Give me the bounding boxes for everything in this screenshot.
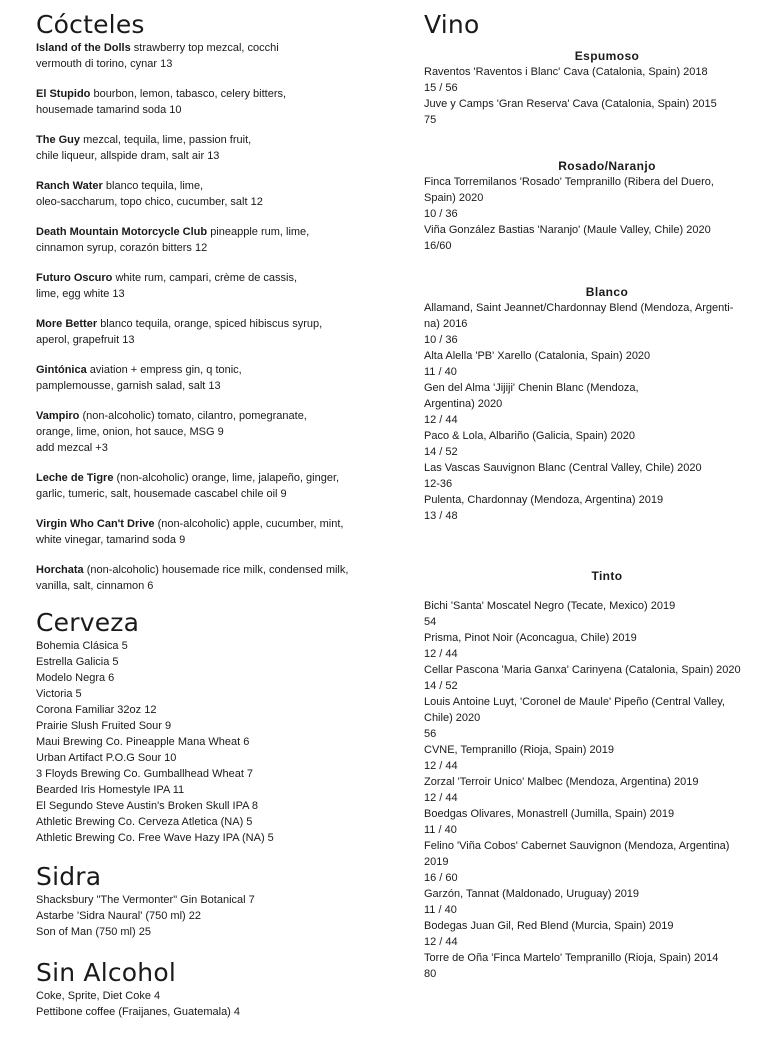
wine-line: 14 / 52 <box>424 446 458 458</box>
cocktail-description: strawberry top mezcal, cocchi <box>133 42 279 54</box>
cocktail-name: Virgin Who Can't Drive <box>36 518 155 530</box>
cocktail-addon: add mezcal +3 <box>36 442 108 454</box>
cocktail-name: Gintónica <box>36 364 87 376</box>
wine-line: 12-36 <box>424 478 453 490</box>
wine-line: Louis Antoine Luyt, 'Coronel de Maule' Pipeño (Central Valley, <box>424 696 725 708</box>
beer-item: Prairie Slush Fruited Sour 9 <box>36 720 172 732</box>
cocktail-description: white rum, campari, crème de cassis, <box>115 272 298 284</box>
cocktail-name: Vampiro <box>36 410 80 422</box>
beer-item: Athletic Brewing Co. Cerveza Atletica (NA) 5 <box>36 816 253 828</box>
wine-line: Bodegas Juan Gil, Red Blend (Murcia, Spain) 2019 <box>424 920 674 932</box>
cider-item: Shacksbury "The Vermonter" Gin Botanical 7 <box>36 894 255 906</box>
wine-line: Paco & Lola, Albariño (Galicia, Spain) 2020 <box>424 430 635 442</box>
cocktail-line <box>36 132 386 148</box>
rosado-heading: Rosado/Naranjo <box>558 159 656 173</box>
wine-line: Viña González Bastias 'Naranjo' (Maule Valley, Chile) 2020 <box>424 224 711 236</box>
soft-drink-item: Coke, Sprite, Diet Coke 4 <box>36 990 161 1002</box>
wine-line: Felino 'Viña Cobos' Cabernet Sauvignon (Mendoza, Argentina) <box>424 840 730 852</box>
beer-item: Athletic Brewing Co. Free Wave Hazy IPA (NA) 5 <box>36 832 274 844</box>
cocktail-description: blanco tequila, orange, spiced hibiscus syrup, <box>100 318 323 330</box>
wine-line: Torre de Oña 'Finca Martelo' Tempranillo (Rioja, Spain) 2014 <box>424 952 719 964</box>
beer-item: Corona Familiar 32oz 12 <box>36 704 157 716</box>
wine-line: Cellar Pascona 'Maria Ganxa' Carinyena (Catalonia, Spain) 2020 <box>424 664 741 676</box>
cocktail-name: The Guy <box>36 134 81 146</box>
cerveza-heading: Cerveza <box>36 608 140 637</box>
sidra-heading: Sidra <box>36 862 102 891</box>
wine-line: Finca Torremilanos 'Rosado' Tempranillo (Ribera del Duero, <box>424 176 714 188</box>
blanco-heading: Blanco <box>585 285 629 299</box>
cocktail-description: (non-alcoholic) apple, cucumber, mint, <box>157 518 344 530</box>
beer-item: Estrella Galicia 5 <box>36 656 119 668</box>
cocktail-name: Leche de Tigre <box>36 472 114 484</box>
cocktail-name: Futuro Oscuro <box>36 272 113 284</box>
cocktail-item <box>36 362 386 394</box>
tinto-heading: Tinto <box>591 569 623 583</box>
cerveza-list <box>36 638 386 846</box>
cocktail-name: El Stupido <box>36 88 91 100</box>
cocktail-description: mezcal, tequila, lime, passion fruit, <box>83 134 252 146</box>
wine-line: Garzón, Tannat (Maldonado, Uruguay) 2019 <box>424 888 640 900</box>
tinto-list <box>424 598 760 982</box>
cocktail-description-line: white vinegar, tamarind soda 9 <box>36 534 186 546</box>
cocktail-description: pineapple rum, lime, <box>210 226 310 238</box>
cocktail-description-line: housemade tamarind soda 10 <box>36 104 182 116</box>
cocktail-line <box>36 86 386 102</box>
wine-line: Zorzal 'Terroir Unico' Malbec (Mendoza, Argentina) 2019 <box>424 776 699 788</box>
espumoso-list <box>424 64 760 128</box>
wine-line: 11 / 40 <box>424 824 457 836</box>
wine-line: 80 <box>424 968 437 980</box>
cider-item: Astarbe 'Sidra Naural' (750 ml) 22 <box>36 910 201 922</box>
cocktail-item <box>36 178 386 210</box>
cocktail-name: Island of the Dolls <box>36 42 131 54</box>
sin-alcohol-heading: Sin Alcohol <box>36 958 176 987</box>
cocktail-line <box>36 362 386 378</box>
wine-line: 75 <box>424 114 437 126</box>
wine-line: 10 / 36 <box>424 208 458 220</box>
cocktail-description: (non-alcoholic) housemade rice milk, condensed milk, <box>86 564 349 576</box>
vino-heading: Vino <box>424 10 480 39</box>
wine-line: 54 <box>424 616 437 628</box>
wine-line: 11 / 40 <box>424 366 457 378</box>
cocktail-description-line: vanilla, salt, cinnamon 6 <box>36 580 154 592</box>
cocktail-item <box>36 270 386 302</box>
wine-line: 12 / 44 <box>424 760 458 772</box>
cocktail-item <box>36 40 386 72</box>
blanco-list <box>424 300 760 524</box>
cocktail-name: Ranch Water <box>36 180 103 192</box>
wine-line: 10 / 36 <box>424 334 458 346</box>
sidra-list <box>36 892 386 940</box>
cocktail-description-line: orange, lime, onion, hot sauce, MSG 9 <box>36 426 224 438</box>
wine-line: Las Vascas Sauvignon Blanc (Central Valley, Chile) 2020 <box>424 462 702 474</box>
wine-line: 12 / 44 <box>424 936 458 948</box>
cocktail-line <box>36 470 386 486</box>
wine-line: na) 2016 <box>424 318 468 330</box>
cocktail-item <box>36 470 386 502</box>
cocktail-description-line: vermouth di torino, cynar 13 <box>36 58 173 70</box>
wine-line: 12 / 44 <box>424 414 458 426</box>
wine-line: 15 / 56 <box>424 82 458 94</box>
wine-line: 16 / 60 <box>424 872 458 884</box>
cocktail-description-line: lime, egg white 13 <box>36 288 125 300</box>
wine-line: Spain) 2020 <box>424 192 484 204</box>
wine-line: Allamand, Saint Jeannet/Chardonnay Blend (Mendoza, Argenti- <box>424 302 734 314</box>
cocktail-description: bourbon, lemon, tabasco, celery bitters, <box>93 88 287 100</box>
cocktail-item <box>36 86 386 118</box>
beer-item: Urban Artifact P.O.G Sour 10 <box>36 752 177 764</box>
wine-line: Chile) 2020 <box>424 712 481 724</box>
wine-line: Prisma, Pinot Noir (Aconcagua, Chile) 2019 <box>424 632 637 644</box>
cocktail-line <box>36 516 386 532</box>
cocktail-line <box>36 178 386 194</box>
cocktail-description: (non-alcoholic) tomato, cilantro, pomegranate, <box>82 410 307 422</box>
espumoso-heading: Espumoso <box>574 49 640 63</box>
cocktail-description: (non-alcoholic) orange, lime, jalapeño, ginger, <box>116 472 340 484</box>
cocktail-line <box>36 270 386 286</box>
cocktail-item <box>36 516 386 548</box>
right-column <box>424 10 760 982</box>
cocktail-description-line: oleo-saccharum, topo chico, cucumber, salt 12 <box>36 196 263 208</box>
cocktail-item <box>36 316 386 348</box>
wine-line: Pulenta, Chardonnay (Mendoza, Argentina) 2019 <box>424 494 664 506</box>
sin-alcohol-list <box>36 988 386 1020</box>
cocktail-description-line: pamplemousse, garnish salad, salt 13 <box>36 380 221 392</box>
cocktail-list <box>36 40 386 594</box>
wine-line: 56 <box>424 728 437 740</box>
cocktail-description: blanco tequila, lime, <box>105 180 204 192</box>
wine-line: Argentina) 2020 <box>424 398 503 410</box>
wine-line: Alta Alella 'PB' Xarello (Catalonia, Spain) 2020 <box>424 350 651 362</box>
cocktail-item <box>36 132 386 164</box>
wine-line: 2019 <box>424 856 449 868</box>
beer-item: Modelo Negra 6 <box>36 672 115 684</box>
beer-item: Bohemia Clásica 5 <box>36 640 128 652</box>
cocktail-item <box>36 562 386 594</box>
wine-line: Raventos 'Raventos i Blanc' Cava (Catalonia, Spain) 2018 <box>424 66 708 78</box>
cocktail-line <box>36 224 386 240</box>
left-column <box>36 10 386 1020</box>
cocktail-name: Death Mountain Motorcycle Club <box>36 226 208 238</box>
wine-line: 11 / 40 <box>424 904 457 916</box>
cocktail-description-line: garlic, tumeric, salt, housemade cascabel chile oil 9 <box>36 488 287 500</box>
beer-item: Victoria 5 <box>36 688 82 700</box>
cocktail-item <box>36 224 386 256</box>
wine-line: 14 / 52 <box>424 680 458 692</box>
wine-line: Gen del Alma 'Jijiji' Chenin Blanc (Mendoza, <box>424 382 639 394</box>
cocktail-description-line: aperol, grapefruit 13 <box>36 334 135 346</box>
wine-line: 16/60 <box>424 240 452 252</box>
cocktail-name: More Better <box>36 318 98 330</box>
beer-item: 3 Floyds Brewing Co. Gumballhead Wheat 7 <box>36 768 254 780</box>
wine-line: CVNE, Tempranillo (Rioja, Spain) 2019 <box>424 744 614 756</box>
beer-item: Maui Brewing Co. Pineapple Mana Wheat 6 <box>36 736 250 748</box>
cocktail-line <box>36 562 386 578</box>
beer-item: Bearded Iris Homestyle IPA 11 <box>36 784 185 796</box>
wine-line: Juve y Camps 'Gran Reserva' Cava (Catalonia, Spain) 2015 <box>424 98 717 110</box>
cocteles-heading: Cócteles <box>36 10 145 39</box>
wine-line: 12 / 44 <box>424 792 458 804</box>
cocktail-name: Horchata <box>36 564 84 576</box>
wine-line: 13 / 48 <box>424 510 458 522</box>
cocktail-description-line: chile liqueur, allspide dram, salt air 13 <box>36 150 220 162</box>
wine-line: 12 / 44 <box>424 648 458 660</box>
cocktail-line <box>36 40 386 56</box>
beer-item: El Segundo Steve Austin's Broken Skull IPA 8 <box>36 800 259 812</box>
soft-drink-item: Pettibone coffee (Fraijanes, Guatemala) 4 <box>36 1006 241 1018</box>
cocktail-item <box>36 408 386 456</box>
cocktail-line <box>36 408 386 424</box>
cocktail-line <box>36 316 386 332</box>
cocktail-description-line: cinnamon syrup, corazón bitters 12 <box>36 242 208 254</box>
cider-item: Son of Man (750 ml) 25 <box>36 926 151 938</box>
cocktail-description: aviation + empress gin, q tonic, <box>89 364 242 376</box>
wine-line: Bichi 'Santa' Moscatel Negro (Tecate, Mexico) 2019 <box>424 600 676 612</box>
rosado-list <box>424 174 760 254</box>
wine-line: Boedgas Olivares, Monastrell (Jumilla, Spain) 2019 <box>424 808 675 820</box>
